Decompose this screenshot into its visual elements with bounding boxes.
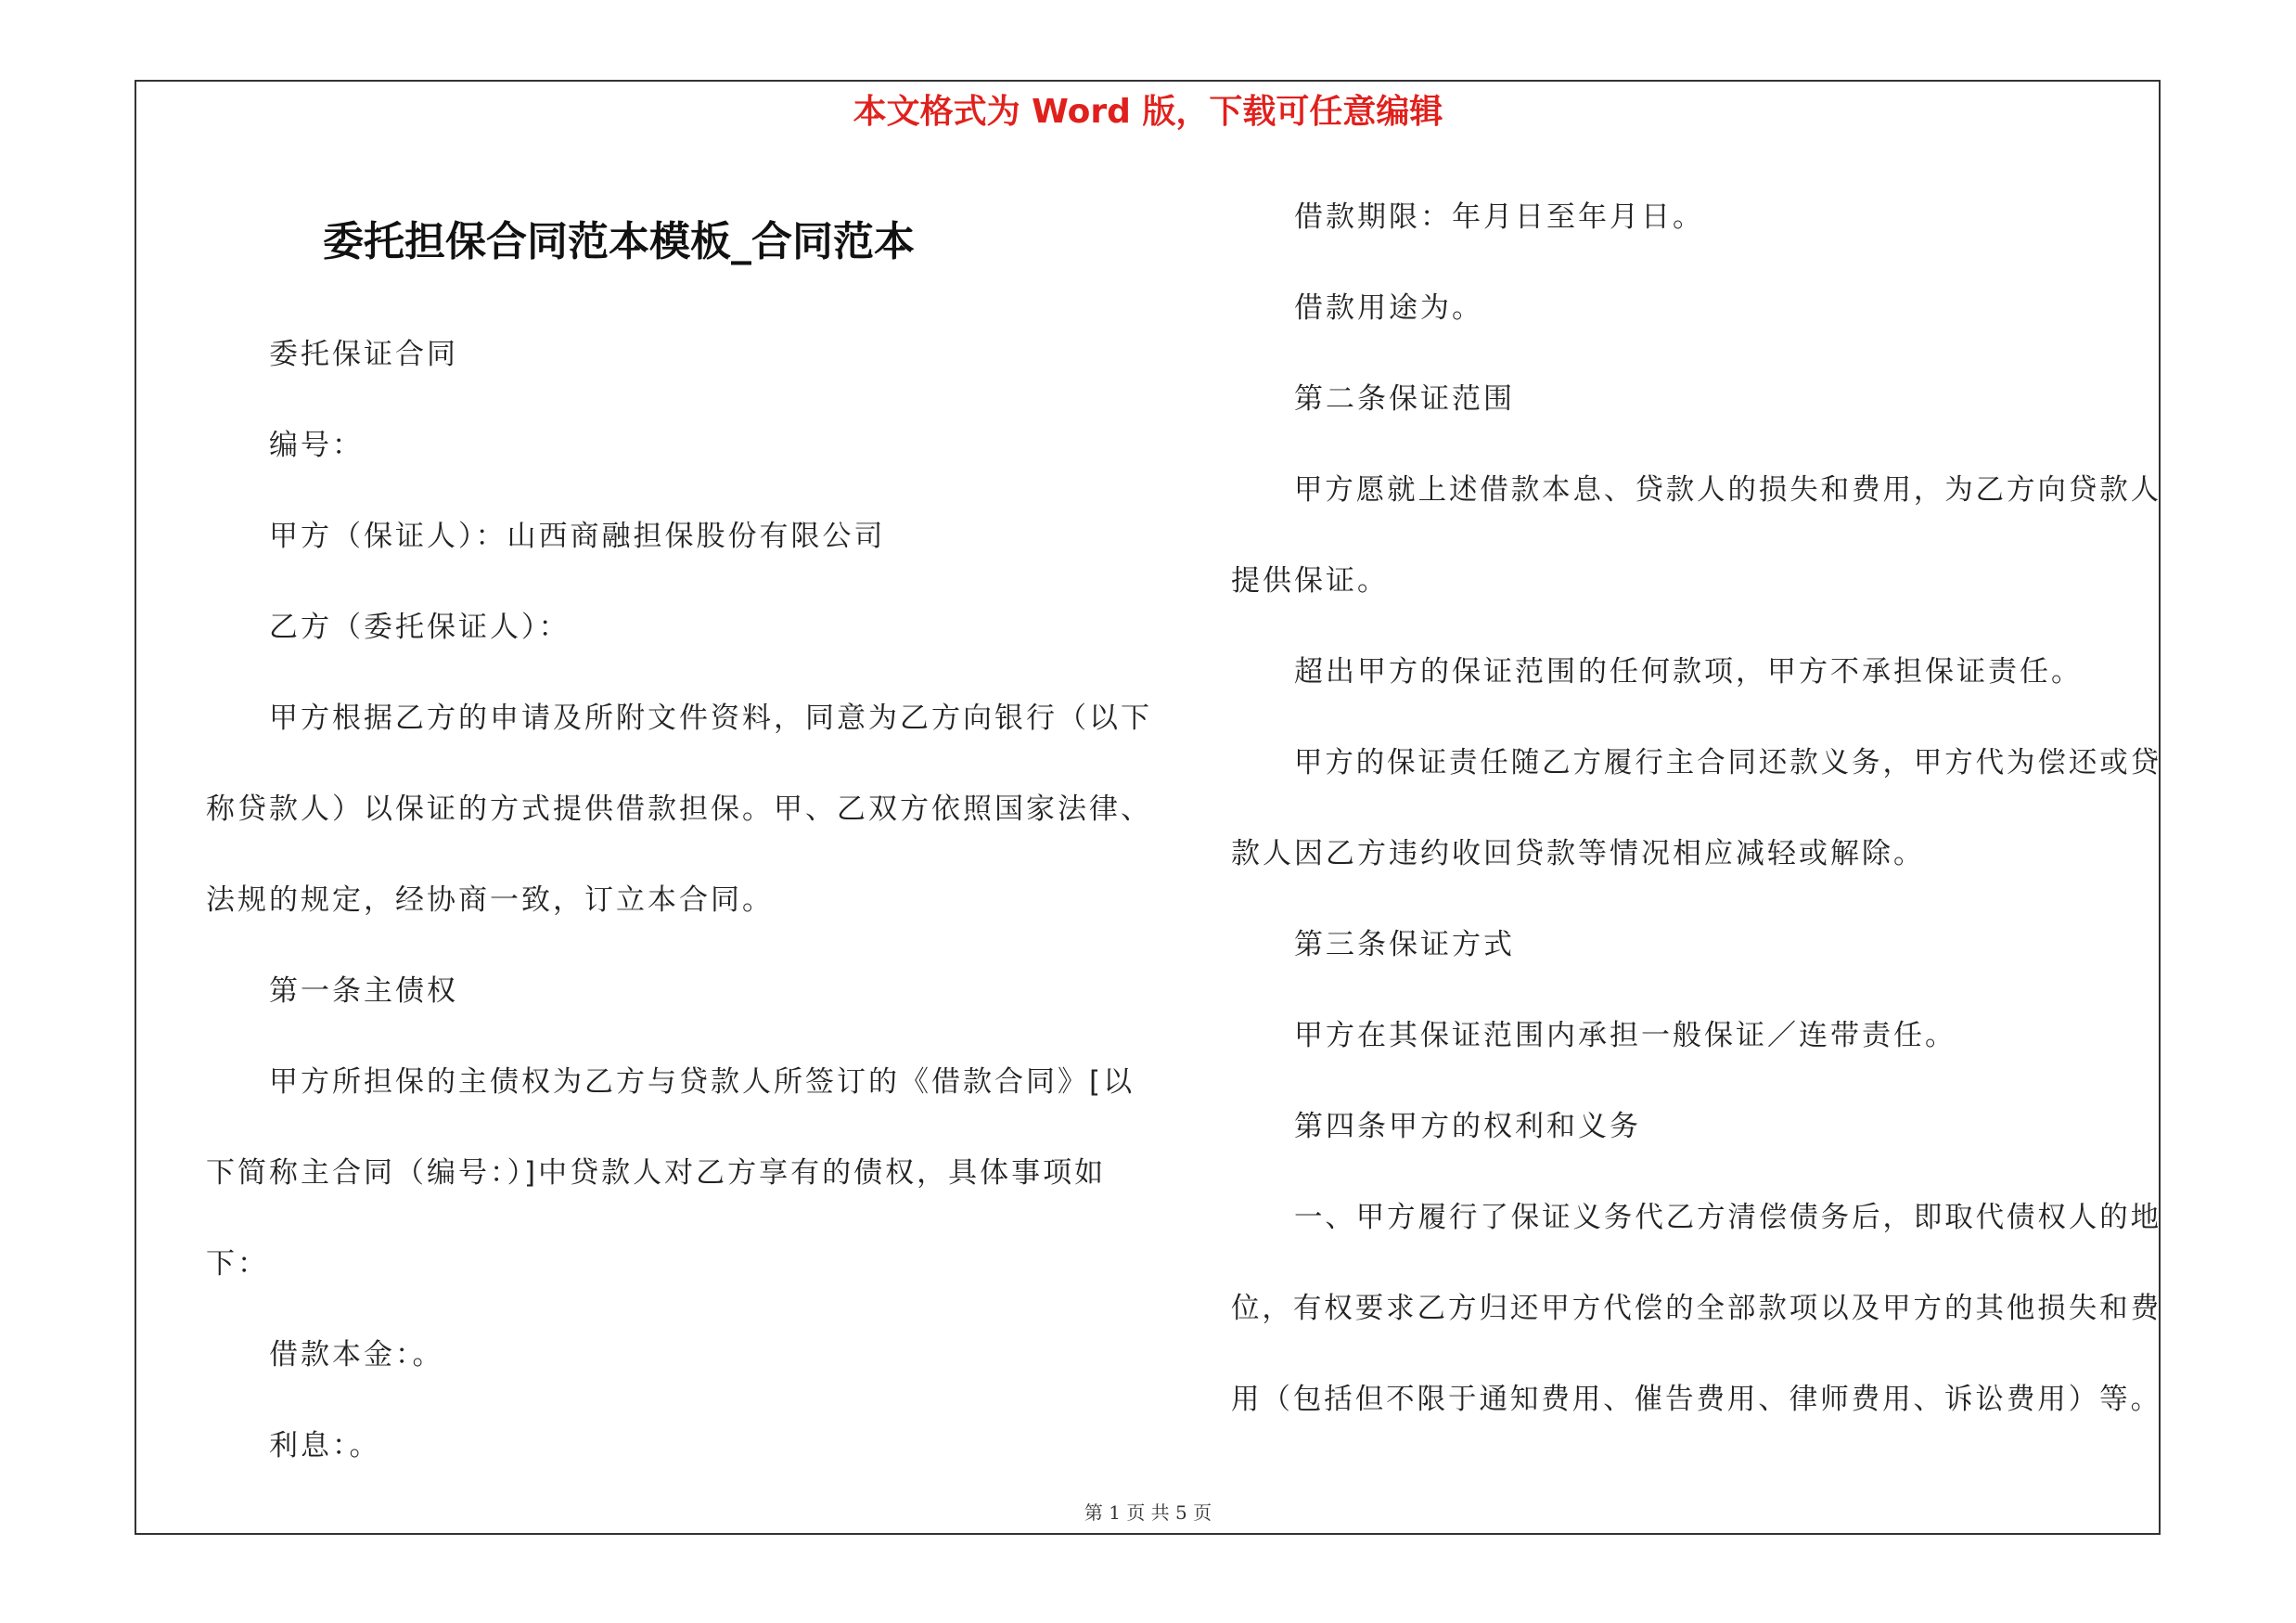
paragraph-line: 甲方根据乙方的申请及所附文件资料，同意为乙方向银行（以下 xyxy=(269,702,1152,735)
paragraph-line: 提供保证。 xyxy=(1231,564,1389,598)
document-title: 委托担保合同范本模板_合同范本 xyxy=(323,218,915,265)
paragraph-line: 用（包括但不限于通知费用、催告费用、律师费用、诉讼费用）等。 xyxy=(1231,1383,2161,1416)
paragraph-line: 款人因乙方违约收回贷款等情况相应减轻或解除。 xyxy=(1231,837,1925,870)
page-number-footer: 第 1 页 共 5 页 xyxy=(1084,1501,1212,1524)
paragraph-line: 借款期限：年月日至年月日。 xyxy=(1294,200,1704,234)
paragraph-line: 下： xyxy=(206,1247,269,1281)
paragraph-line: 下简称主合同（编号：）]中贷款人对乙方享有的债权，具体事项如 xyxy=(206,1156,1107,1190)
paragraph-line: 位，有权要求乙方归还甲方代偿的全部款项以及甲方的其他损失和费 xyxy=(1231,1292,2161,1325)
paragraph-line: 甲方在其保证范围内承担一般保证／连带责任。 xyxy=(1294,1019,1956,1052)
word-format-banner: 本文格式为 Word 版，下载可任意编辑 xyxy=(853,93,1443,131)
paragraph-line: 一、甲方履行了保证义务代乙方清偿债务后，即取代债权人的地 xyxy=(1294,1201,2161,1234)
paragraph-line: 第一条主债权 xyxy=(269,974,458,1008)
paragraph-line: 委托保证合同 xyxy=(269,338,458,371)
paragraph-line: 借款本金：。 xyxy=(269,1338,444,1372)
paragraph-line: 甲方所担保的主债权为乙方与贷款人所签订的《借款合同》[以 xyxy=(269,1065,1135,1099)
paragraph-line: 借款用途为。 xyxy=(1294,291,1483,325)
paragraph-line: 第二条保证范围 xyxy=(1294,382,1515,416)
paragraph-line: 称贷款人）以保证的方式提供借款担保。甲、乙双方依照国家法律、 xyxy=(206,792,1152,826)
paragraph-line: 超出甲方的保证范围的任何款项，甲方不承担保证责任。 xyxy=(1294,655,2083,689)
paragraph-line: 乙方（委托保证人）： xyxy=(269,611,571,644)
paragraph-line: 利息：。 xyxy=(269,1429,381,1462)
paragraph-line: 甲方的保证责任随乙方履行主合同还款义务，甲方代为偿还或贷 xyxy=(1294,746,2161,779)
paragraph-line: 法规的规定，经协商一致，订立本合同。 xyxy=(206,883,774,917)
paragraph-line: 第四条甲方的权利和义务 xyxy=(1294,1110,1641,1143)
paragraph-line: 甲方愿就上述借款本息、贷款人的损失和费用，为乙方向贷款人 xyxy=(1294,473,2161,507)
paragraph-line: 第三条保证方式 xyxy=(1294,928,1515,961)
paragraph-line: 编号： xyxy=(269,429,364,462)
paragraph-line: 甲方（保证人）：山西商融担保股份有限公司 xyxy=(269,520,886,553)
